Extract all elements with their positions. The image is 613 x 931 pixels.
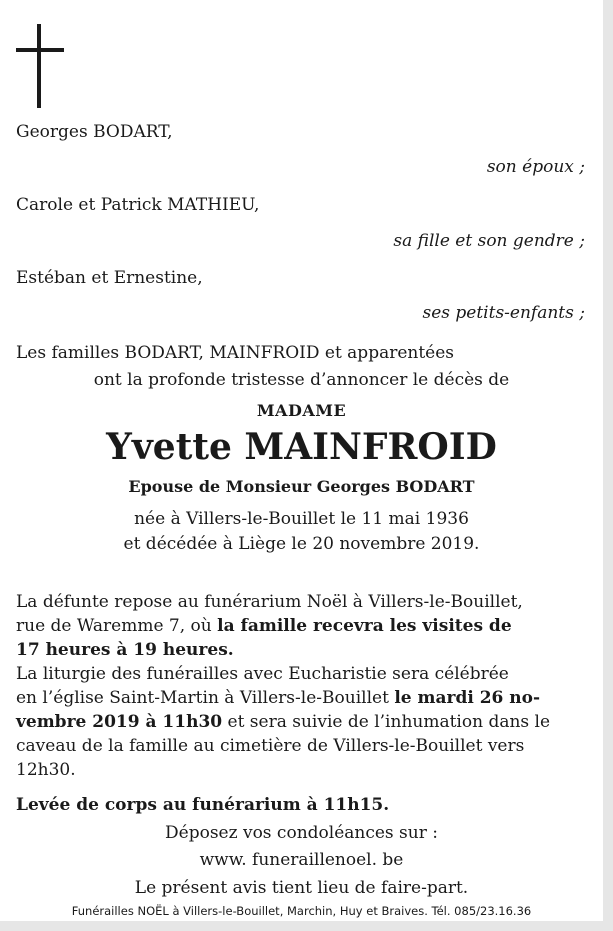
faire-part-line: Le présent avis tient lieu de faire-part.: [134, 878, 469, 898]
death-line: et décédée à Liège le 20 novembre 2019.: [123, 534, 480, 554]
liturgy-line-2: en l’église Saint-Martin à Villers-le-Bouillet le mardi 26 no-: [16, 688, 541, 708]
cross-icon: [16, 24, 64, 108]
footer-text: Funérailles NOËL à Villers-le-Bouillet, Marchin, Huy et Braives. Tél. 085/23.16.36: [71, 904, 532, 918]
levee-line: Levée de corps au funérarium à 11h15.: [16, 795, 390, 815]
liturgy-line-5: 12h30.: [16, 760, 76, 780]
announcement-line: ont la profonde tristesse d’annoncer le décès de: [93, 370, 510, 390]
families-line: Les familles BODART, MAINFROID et apparentées: [16, 343, 455, 363]
repose-line-2: rue de Waremme 7, où la famille recevra les visites de: [16, 616, 512, 636]
deceased-name: Yvette MAINFROID: [106, 426, 497, 468]
deceased-title: MADAME: [256, 401, 347, 420]
liturgy-line-1: La liturgie des funérailles avec Eucharistie sera célébrée: [16, 664, 509, 684]
daughter-name: Carole et Patrick MATHIEU,: [16, 195, 260, 215]
website-link[interactable]: www. funeraillenoel. be: [199, 850, 404, 870]
husband-name: Georges BODART,: [16, 122, 173, 142]
repose-paragraph: [16, 590, 556, 662]
repose-line-3: 17 heures à 19 heures.: [16, 640, 234, 660]
husband-role: son époux ;: [486, 157, 585, 177]
condolences-line: Déposez vos condoléances sur :: [165, 823, 438, 843]
liturgy-paragraph: [16, 662, 556, 782]
birth-line: née à Villers-le-Bouillet le 11 mai 1936: [134, 509, 469, 529]
repose-line-1: La défunte repose au funérarium Noël à Villers-le-Bouillet,: [16, 592, 523, 612]
daughter-role: sa fille et son gendre ;: [393, 231, 585, 251]
grandchildren-name: Estéban et Ernestine,: [16, 268, 203, 288]
liturgy-line-3: vembre 2019 à 11h30 et sera suivie de l’inhumation dans le: [16, 712, 551, 732]
spouse-line: Epouse de Monsieur Georges BODART: [128, 477, 475, 496]
liturgy-line-4: caveau de la famille au cimetière de Villers-le-Bouillet vers: [16, 736, 525, 756]
grandchildren-role: ses petits-enfants ;: [422, 303, 585, 323]
